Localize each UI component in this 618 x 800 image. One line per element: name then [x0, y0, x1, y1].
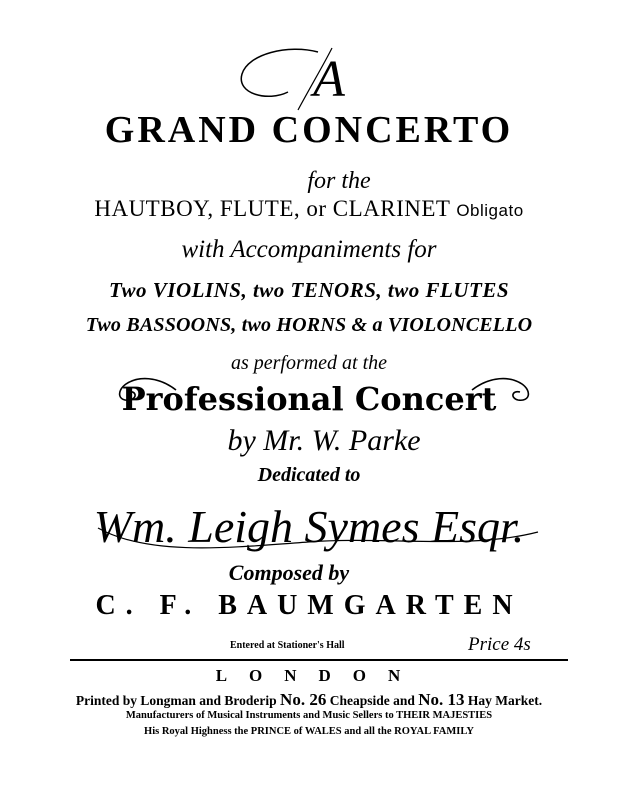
imprint-printer [0, 690, 618, 710]
divider-rule [70, 659, 568, 661]
violins-line: Two VIOLINS, two TENORS, two FLUTES [108, 278, 510, 302]
title-main: CONCERTO [271, 109, 514, 151]
obligato-text: Obligato [456, 201, 524, 220]
address-street-2: Hay Market. [467, 693, 543, 708]
entered-text: Entered at Stationer's Hall [230, 640, 345, 651]
address-street-1: Cheapside and [329, 693, 415, 708]
composed-by-text: Composed by [228, 560, 350, 585]
address-number-2: No. 13 [418, 690, 465, 709]
address-number-1: No. 26 [280, 690, 327, 709]
title-prefix: GRAND [104, 109, 260, 151]
printer-name: Printed by Longman and Broderip [75, 693, 277, 708]
accompaniments-text: with Accompaniments for [181, 236, 437, 263]
instruments-main: HAUTBOY, FLUTE, or CLARINET [94, 196, 451, 221]
dedicatee-name: Wm. Leigh Symes Esqr. [93, 501, 525, 552]
manufacturers-text: Manufacturers of Musical Instruments and Music Sellers to THEIR MAJESTIES [125, 710, 493, 721]
title-article: A [313, 51, 345, 108]
price-text: Price 4s [468, 634, 531, 655]
bassoons-line: Two BASSOONS, two HORNS & a VIOLONCELLO [85, 314, 533, 336]
composer-name: C. F. BAUMGARTEN [95, 590, 523, 621]
instruments-line [0, 196, 618, 222]
dedicated-text: Dedicated to [257, 464, 361, 486]
for-the-text: for the [307, 168, 371, 194]
as-performed-text: as performed at the [230, 352, 388, 374]
performer-text: by Mr. W. Parke [227, 424, 421, 457]
venue-title: Professional Concert [121, 380, 497, 418]
imprint-city: LONDON [215, 666, 423, 685]
page-title [0, 108, 618, 152]
royal-text: His Royal Highness the PRINCE of WALES and all the ROYAL FAMILY [144, 726, 474, 737]
